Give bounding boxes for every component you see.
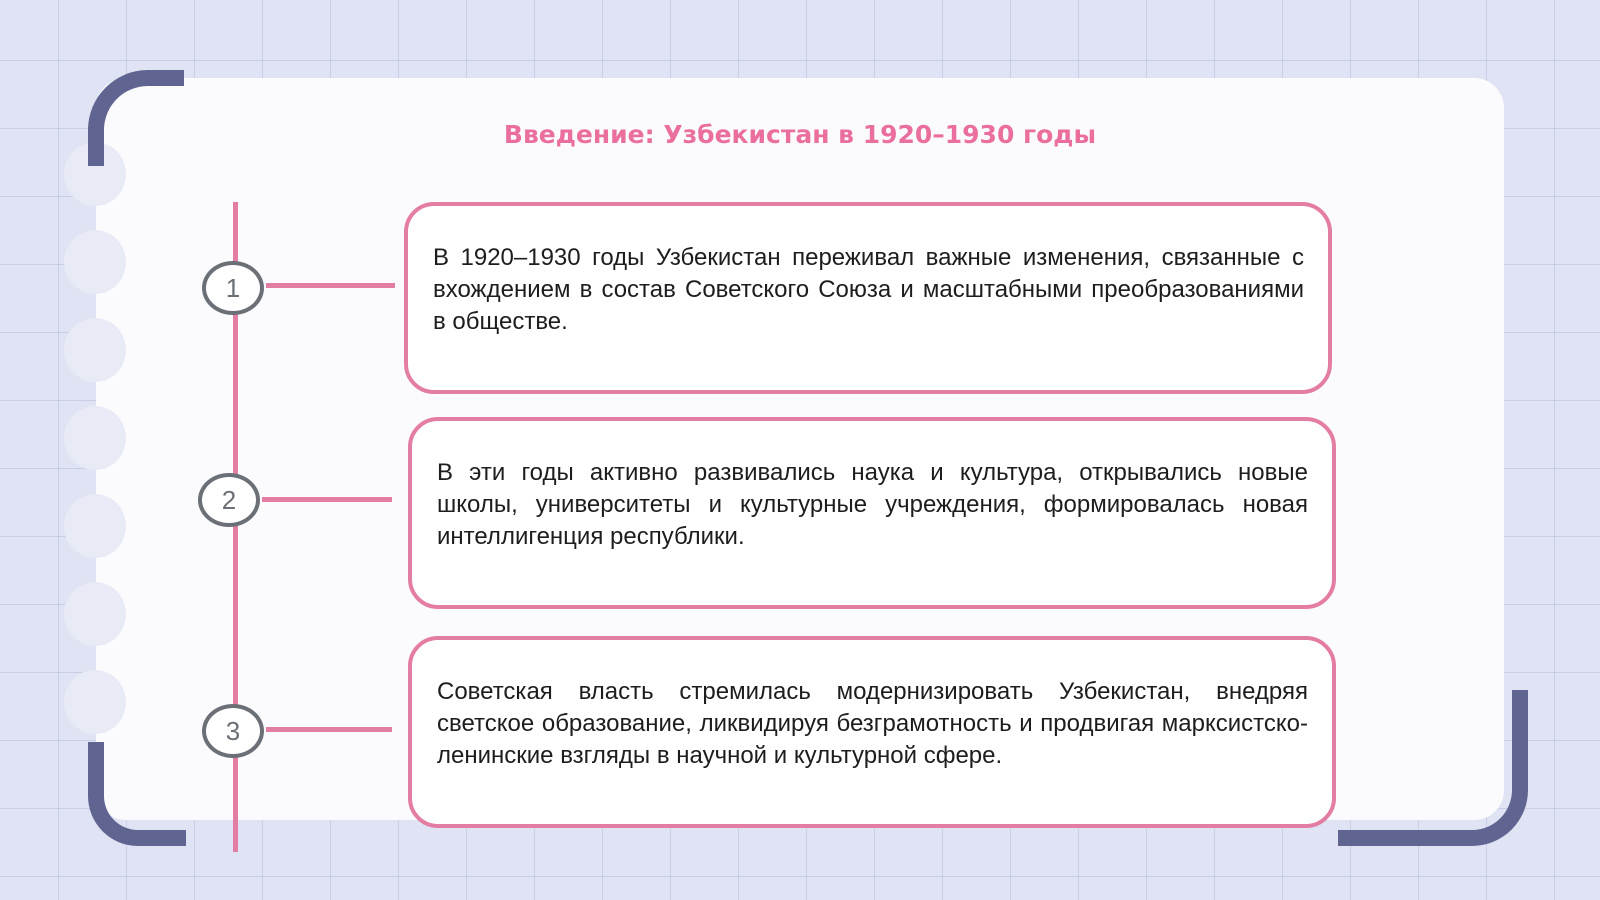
info-box-3 xyxy=(408,636,1336,828)
frame-corner-top-left xyxy=(88,70,184,166)
scallop-decoration xyxy=(64,230,126,294)
slide-title: Введение: Узбекистан в 1920–1930 годы xyxy=(503,120,1097,149)
frame-corner-bottom-right xyxy=(1338,690,1528,846)
info-box-text: В эти годы активно развивались наука и культура, открывались новые школы, университеты и культурные учреждения, формировалась новая интеллигенция республики. xyxy=(437,459,1308,550)
timeline-marker-3: 3 xyxy=(202,704,264,758)
info-box-1 xyxy=(404,202,1332,394)
scallop-decoration xyxy=(64,582,126,646)
scallop-decoration xyxy=(64,670,126,734)
frame-corner-bottom-left xyxy=(88,742,186,846)
timeline-connector-1 xyxy=(266,283,395,288)
scallop-decoration xyxy=(64,318,126,382)
info-box-2 xyxy=(408,417,1336,609)
info-box-text: В 1920–1930 годы Узбекистан переживал важные изменения, связанные с вхождением в состав Советского Союза и масштабными преобразованиями в обществе. xyxy=(433,244,1304,335)
timeline-marker-2: 2 xyxy=(198,473,260,527)
timeline-connector-3 xyxy=(266,727,392,732)
scallop-decoration xyxy=(64,494,126,558)
info-box-text: Советская власть стремилась модернизировать Узбекистан, внедряя светское образование, ликвидируя безграмотность и продвигая марксистско-ленинские взгляды в научной и культурной сфере. xyxy=(437,678,1308,769)
scallop-decoration xyxy=(64,406,126,470)
timeline-marker-1: 1 xyxy=(202,261,264,315)
timeline-connector-2 xyxy=(262,497,392,502)
